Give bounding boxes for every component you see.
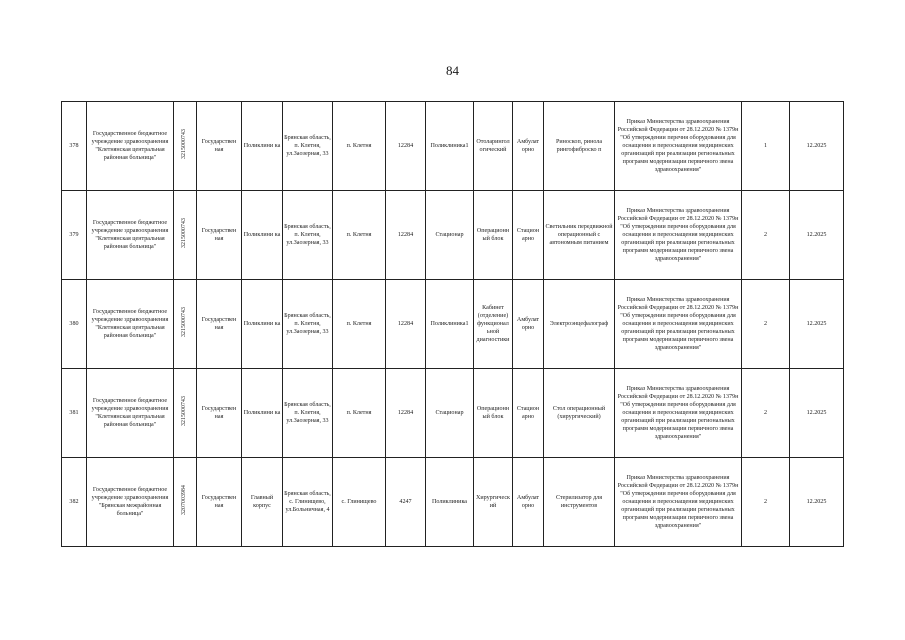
equipment-cell: Стол операционный (хирургический) bbox=[544, 369, 615, 458]
department-cell: Поликлиника bbox=[426, 458, 474, 547]
table-row bbox=[62, 280, 844, 369]
table-body bbox=[62, 102, 844, 547]
table-row bbox=[62, 369, 844, 458]
table-row bbox=[62, 191, 844, 280]
locality-cell: п. Клетня bbox=[333, 280, 386, 369]
subdepartment-cell: Хирургическ ий bbox=[474, 458, 513, 547]
locality-cell: с. Глинищево bbox=[333, 458, 386, 547]
row-number-cell: 382 bbox=[62, 458, 87, 547]
address-cell: Брянская область, п. Клетня, ул.Заозерная, 33 bbox=[283, 369, 333, 458]
equipment-table bbox=[61, 101, 844, 547]
department-cell: Стационар bbox=[426, 191, 474, 280]
department-cell: Поликлиника1 bbox=[426, 280, 474, 369]
organization-cell: Государственное бюджетное учреждение здравоохранения "Клетнянская центральная районная больница" bbox=[87, 102, 174, 191]
locality-cell: п. Клетня bbox=[333, 369, 386, 458]
inn-cell bbox=[174, 280, 197, 369]
date-cell: 12.2025 bbox=[790, 369, 844, 458]
address-cell: Брянская область, с. Глинищево, ул.Больничная, 4 bbox=[283, 458, 333, 547]
order-cell: Приказ Министерства здравоохранения Российской Федерации от 28.12.2020 № 1379н "Об утверждении перечня оборудования для оснащения и переоснащения медицинских организаций при реализации региональных программ модернизации первичного звена здравоохранения" bbox=[615, 369, 742, 458]
ownership-cell: Государствен ная bbox=[197, 458, 242, 547]
quantity-cell: 1 bbox=[742, 102, 790, 191]
row-number-cell: 379 bbox=[62, 191, 87, 280]
care-form-cell: Стацион арно bbox=[513, 191, 544, 280]
row-number-cell: 380 bbox=[62, 280, 87, 369]
organization-cell: Государственное бюджетное учреждение здравоохранения "Клетнянская центральная районная больница" bbox=[87, 191, 174, 280]
ownership-cell: Государствен ная bbox=[197, 102, 242, 191]
care-form-cell: Стацион арно bbox=[513, 369, 544, 458]
order-cell: Приказ Министерства здравоохранения Российской Федерации от 28.12.2020 № 1379н "Об утверждении перечня оборудования для оснащения и переоснащения медицинских организаций при реализации региональных программ модернизации первичного звена здравоохранения" bbox=[615, 102, 742, 191]
inn-cell bbox=[174, 458, 197, 547]
inn-text: 3215000743 bbox=[181, 396, 188, 427]
department-cell: Стационар bbox=[426, 369, 474, 458]
page-number: 84 bbox=[446, 63, 459, 78]
inn-text: 3215000743 bbox=[181, 307, 188, 338]
inn-text: 3215000743 bbox=[181, 218, 188, 249]
inn-text: 3215000743 bbox=[181, 129, 188, 160]
code-cell: 4247 bbox=[386, 458, 426, 547]
order-cell: Приказ Министерства здравоохранения Российской Федерации от 28.12.2020 № 1379н "Об утверждении перечня оборудования для оснащения и переоснащения медицинских организаций при реализации региональных программ модернизации первичного звена здравоохранения" bbox=[615, 191, 742, 280]
department-cell: Поликлиника1 bbox=[426, 102, 474, 191]
equipment-cell: Электроэнцефалограф bbox=[544, 280, 615, 369]
care-form-cell: Амбулат орно bbox=[513, 102, 544, 191]
inn-cell bbox=[174, 191, 197, 280]
subdepartment-cell: Отоларинrол огический bbox=[474, 102, 513, 191]
equipment-cell: Риноскоп, ринола рингофиброско п bbox=[544, 102, 615, 191]
address-cell: Брянская область, п. Клетня, ул.Заозерная, 33 bbox=[283, 102, 333, 191]
care-form-cell: Амбулат орно bbox=[513, 280, 544, 369]
code-cell: 12284 bbox=[386, 191, 426, 280]
quantity-cell: 2 bbox=[742, 458, 790, 547]
equipment-cell: Светильник передвижной операционный с автономным питанием bbox=[544, 191, 615, 280]
organization-cell: Государственное бюджетное учреждение здравоохранения "Клетнянская центральная районная больница" bbox=[87, 369, 174, 458]
row-number-cell: 378 bbox=[62, 102, 87, 191]
quantity-cell: 2 bbox=[742, 280, 790, 369]
locality-cell: п. Клетня bbox=[333, 191, 386, 280]
unit-cell: Поликлини ка bbox=[242, 191, 283, 280]
subdepartment-cell: Кабинет (отделение) функционал ьной диагностики bbox=[474, 280, 513, 369]
inn-text: 3207003984 bbox=[181, 485, 188, 516]
order-cell: Приказ Министерства здравоохранения Российской Федерации от 28.12.2020 № 1379н "Об утверждении перечня оборудования для оснащения и переоснащения медицинских организаций при реализации региональных программ модернизации первичного звена здравоохранения" bbox=[615, 280, 742, 369]
unit-cell: Главный корпус bbox=[242, 458, 283, 547]
date-cell: 12.2025 bbox=[790, 191, 844, 280]
quantity-cell: 2 bbox=[742, 369, 790, 458]
organization-cell: Государственное бюджетное учреждение здравоохранения "Клетнянская центральная районная больница" bbox=[87, 280, 174, 369]
equipment-cell: Стерилизатор для инструментов bbox=[544, 458, 615, 547]
code-cell: 12284 bbox=[386, 280, 426, 369]
inn-cell bbox=[174, 102, 197, 191]
address-cell: Брянская область, п. Клетня, ул.Заозерная, 33 bbox=[283, 280, 333, 369]
row-number-cell: 381 bbox=[62, 369, 87, 458]
unit-cell: Поликлини ка bbox=[242, 369, 283, 458]
care-form-cell: Амбулат орно bbox=[513, 458, 544, 547]
ownership-cell: Государствен ная bbox=[197, 369, 242, 458]
unit-cell: Поликлини ка bbox=[242, 280, 283, 369]
code-cell: 12284 bbox=[386, 369, 426, 458]
table-row bbox=[62, 458, 844, 547]
subdepartment-cell: Операционн ый блок bbox=[474, 369, 513, 458]
date-cell: 12.2025 bbox=[790, 458, 844, 547]
address-cell: Брянская область, п. Клетня, ул.Заозерная, 33 bbox=[283, 191, 333, 280]
locality-cell: п. Клетня bbox=[333, 102, 386, 191]
order-cell: Приказ Министерства здравоохранения Российской Федерации от 28.12.2020 № 1379н "Об утверждении перечня оборудования для оснащения и переоснащения медицинских организаций при реализации региональных программ модернизации первичного звена здравоохранения" bbox=[615, 458, 742, 547]
inn-cell bbox=[174, 369, 197, 458]
organization-cell: Государственное бюджетное учреждение здравоохранения "Брянская межрайонная больница" bbox=[87, 458, 174, 547]
ownership-cell: Государствен ная bbox=[197, 191, 242, 280]
date-cell: 12.2025 bbox=[790, 102, 844, 191]
quantity-cell: 2 bbox=[742, 191, 790, 280]
subdepartment-cell: Операционн ый блок bbox=[474, 191, 513, 280]
unit-cell: Поликлини ка bbox=[242, 102, 283, 191]
ownership-cell: Государствен ная bbox=[197, 280, 242, 369]
date-cell: 12.2025 bbox=[790, 280, 844, 369]
table-row bbox=[62, 102, 844, 191]
code-cell: 12284 bbox=[386, 102, 426, 191]
